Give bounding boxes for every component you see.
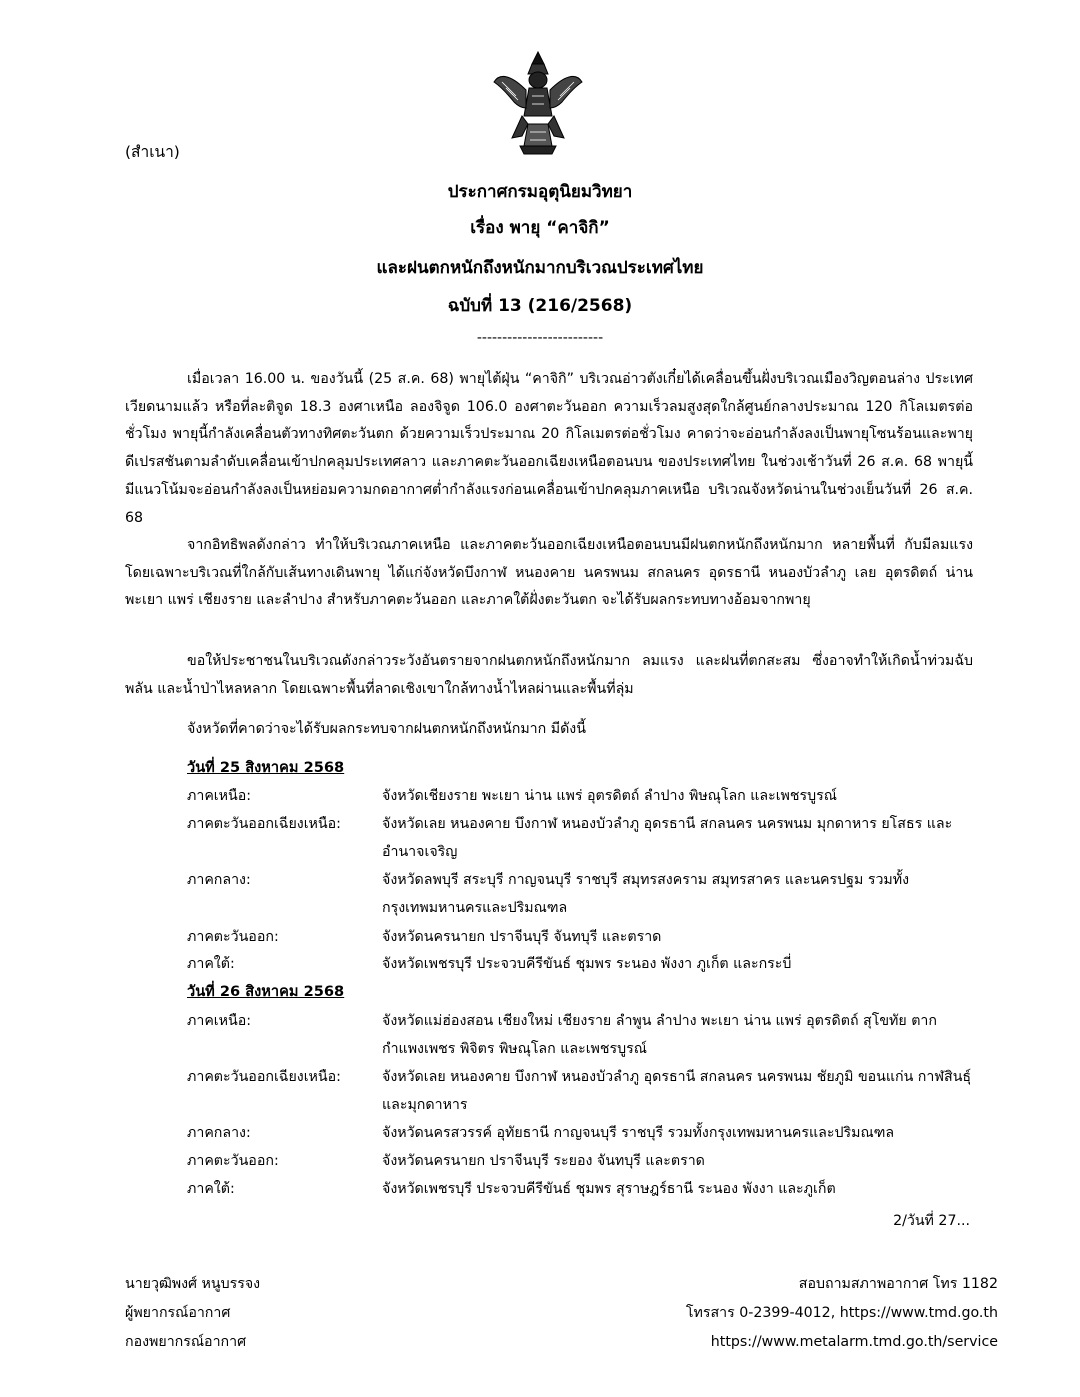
paragraph-storm-status: เมื่อเวลา 16.00 น. ของวันนี้ (25 ส.ค. 68) พายุไต้ฝุ่น “คาจิกิ” บริเวณอ่าวตังเกี๋ยได้เคลื่อนขึ้นฝั่งบริเวณเมืองวิญตอนล่าง ประเทศเวียดนามแล้ว หรือที่ละติจูด 18.3 องศาเหนือ ลองจิจูด 106.0 องศาตะวันออก ความเร็วลมสูงสุดใกล้ศูนย์กลางประมาณ 120 กิโลเมตรต่อชั่วโมง พายุนี้กำลังเคลื่อนตัวทางทิศตะวันตก ด้วยความเร็วประมาณ 20 กิโลเมตรต่อชั่วโมง คาดว่าจะอ่อนกำลังลงเป็นพายุโซนร้อนและพายุดีเปรสชันตามลำดับเคลื่อนเข้าปกคลุมประเทศลาว และภาคตะวันออกเฉียงเหนือตอนบน ของประเทศไทย ในช่วงเช้าวันที่ 26 ส.ค. 68 พายุนี้มีแนวโน้มจะอ่อนกำลังลงเป็นหย่อมความกดอากาศต่ำกำลังแรงก่อนเคลื่อนเข้าปกคลุมภาคเหนือ บริเวณจังหวัดน่านในช่วงเย็นวันที่ 26 ส.ค. 68 xyxy=(125,371,973,526)
province-list: จังหวัดเชียงราย พะเยา น่าน แพร่ อุตรดิตถ์ ลำปาง พิษณุโลก และเพชรบูรณ์ xyxy=(382,788,837,804)
contact-phone: สอบถามสภาพอากาศ โทร 1182 xyxy=(798,1276,998,1292)
region-label: ภาคเหนือ: xyxy=(187,1013,252,1029)
region-label: ภาคตะวันออก: xyxy=(187,1153,279,1169)
region-label: ภาคเหนือ: xyxy=(187,788,252,804)
region-label: ภาคกลาง: xyxy=(187,1125,251,1141)
province-list: จังหวัดนครสวรรค์ อุทัยธานี กาญจนบุรี ราชบุรี รวมทั้งกรุงเทพมหานครและปริมณฑล xyxy=(382,1125,895,1141)
region-label: ภาคใต้: xyxy=(187,956,235,972)
garuda-emblem-icon xyxy=(492,46,584,156)
date-heading-26: วันที่ 26 สิงหาคม 2568 xyxy=(187,983,345,1000)
region-label: ภาคตะวันออกเฉียงเหนือ: xyxy=(187,1069,341,1085)
province-list: จังหวัดลพบุรี สระบุรี กาญจนบุรี ราชบุรี สมุทรสงคราม สมุทรสาคร และนครปฐม รวมทั้งกรุงเทพมหานครและปริมณฑล xyxy=(382,872,910,916)
affected-provinces-intro: จังหวัดที่คาดว่าจะได้รับผลกระทบจากฝนตกหนักถึงหนักมาก มีดังนี้ xyxy=(187,721,586,737)
paragraph-impact: จากอิทธิพลดังกล่าว ทำให้บริเวณภาคเหนือ และภาคตะวันออกเฉียงเหนือตอนบนมีฝนตกหนักถึงหนักมาก หลายพื้นที่ กับมีลมแรง โดยเฉพาะบริเวณที่ใกล้กับเส้นทางเดินพายุ ได้แก่จังหวัดบึงกาฬ หนองคาย นครพนม สกลนคร อุดรธานี หนองบัวลำภู เลย อุตรดิตถ์ น่าน พะเยา แพร่ เชียงราย และลำปาง สำหรับภาคตะวันออก และภาคใต้ฝั่งตะวันตก จะได้รับผลกระทบทางอ้อมจากพายุ xyxy=(125,537,973,609)
footer-signatory xyxy=(125,1270,260,1357)
province-list: จังหวัดนครนายก ปราจีนบุรี จันทบุรี และตราด xyxy=(382,929,662,945)
province-list: จังหวัดเพชรบุรี ประจวบคีรีขันธ์ ชุมพร สุราษฎร์ธานี ระนอง พังงา และภูเก็ต xyxy=(382,1181,836,1197)
forecaster-title: ผู้พยากรณ์อากาศ xyxy=(125,1305,231,1321)
forecaster-name: นายวุฒิพงศ์ หนูบรรจง xyxy=(125,1276,261,1292)
forecaster-division: กองพยากรณ์อากาศ xyxy=(125,1334,247,1350)
date-heading-25: วันที่ 25 สิงหาคม 2568 xyxy=(187,759,345,776)
province-list: จังหวัดนครนายก ปราจีนบุรี ระยอง จันทบุรี และตราด xyxy=(382,1153,705,1169)
province-list: จังหวัดเพชรบุรี ประจวบคีรีขันธ์ ชุมพร ระนอง พังงา ภูเก็ต และกระบี่ xyxy=(382,956,792,972)
contact-fax-website: โทรสาร 0-2399-4012, https://www.tmd.go.th xyxy=(685,1305,998,1321)
region-label: ภาคกลาง: xyxy=(187,872,251,888)
region-label: ภาคตะวันออก: xyxy=(187,929,279,945)
announcement-title: ประกาศกรมอุตุนิยมวิทยา xyxy=(447,182,633,202)
copy-label: (สำเนา) xyxy=(125,143,180,161)
announcement-subject: เรื่อง พายุ “คาจิกิ” xyxy=(470,218,610,238)
region-label: ภาคใต้: xyxy=(187,1181,235,1197)
announcement-subject-line2: และฝนตกหนักถึงหนักมากบริเวณประเทศไทย xyxy=(376,258,704,278)
region-label: ภาคตะวันออกเฉียงเหนือ: xyxy=(187,816,341,832)
paragraph-warning: ขอให้ประชาชนในบริเวณดังกล่าวระวังอันตรายจากฝนตกหนักถึงหนักมาก ลมแรง และฝนที่ตกสะสม ซึ่งอาจทำให้เกิดน้ำท่วมฉับพลัน และน้ำป่าไหลหลาก โดยเฉพาะพื้นที่ลาดเชิงเขาใกล้ทางน้ำไหลผ่านและพื้นที่ลุ่ม xyxy=(125,653,973,697)
province-list: จังหวัดแม่ฮ่องสอน เชียงใหม่ เชียงราย ลำพูน ลำปาง พะเยา น่าน แพร่ อุตรดิตถ์ สุโขทัย ตาก กำแพงเพชร พิจิตร พิษณุโลก และเพชรบูรณ์ xyxy=(382,1013,937,1057)
issue-number: ฉบับที่ 13 (216/2568) xyxy=(447,296,633,316)
footer-contact xyxy=(686,1270,998,1357)
title-separator: ------------------------- xyxy=(476,330,604,346)
contact-service-link[interactable]: https://www.metalarm.tmd.go.th/service xyxy=(710,1334,998,1350)
next-page-indicator: 2/วันที่ 27... xyxy=(893,1213,970,1229)
province-list: จังหวัดเลย หนองคาย บึงกาฬ หนองบัวลำภู อุดรธานี สกลนคร นครพนม ชัยภูมิ ขอนแก่น กาฬสินธุ์ และมุกดาหาร xyxy=(382,1069,972,1113)
province-list: จังหวัดเลย หนองคาย บึงกาฬ หนองบัวลำภู อุดรธานี สกลนคร นครพนม มุกดาหาร ยโสธร และอำนาจเจริญ xyxy=(382,816,953,860)
